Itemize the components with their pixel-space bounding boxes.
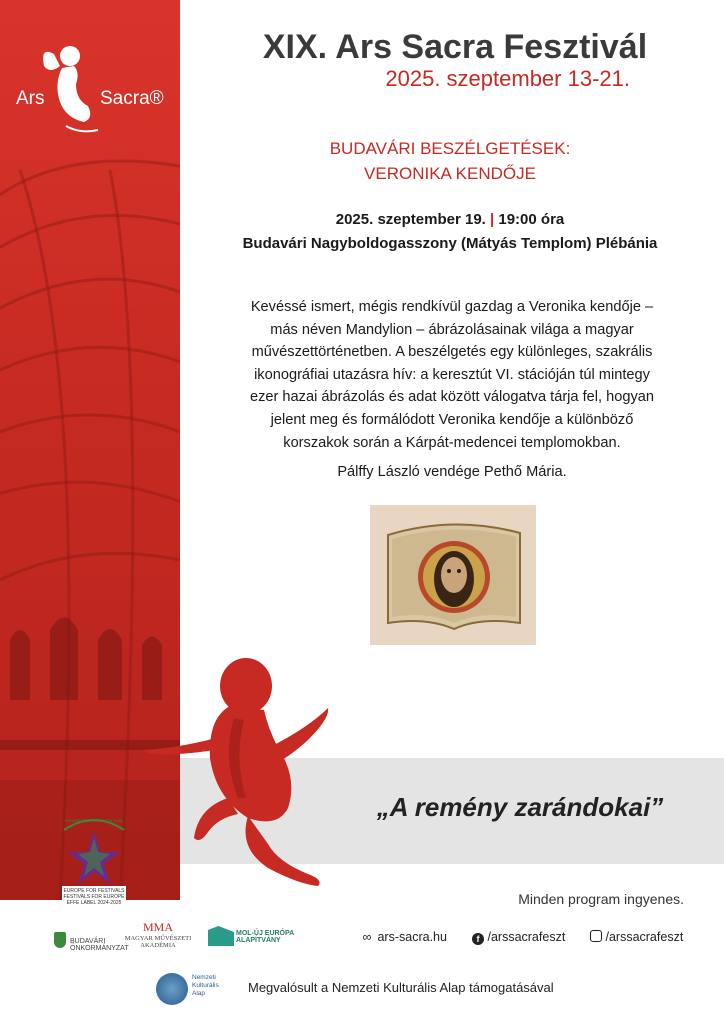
facebook-icon: f: [472, 933, 484, 945]
guest-line: Pálffy László vendége Pethő Mária.: [337, 464, 567, 480]
website-link[interactable]: [360, 930, 447, 944]
date-time-separator: |: [490, 211, 495, 228]
event-description: [196, 296, 708, 454]
funding-note: Megvalósult a Nemzeti Kulturális Alap támogatásával: [248, 980, 554, 995]
festival-title: XIX. Ars Sacra Fesztivál: [262, 28, 648, 66]
description-line: ikonográfiai utazásra hív: a keresztút VI. stációján túl mintegy: [254, 366, 650, 383]
instagram-link[interactable]: [590, 930, 683, 944]
nka-line2: Kulturális: [192, 982, 219, 989]
event-title: [200, 136, 700, 186]
event-datetime-venue: [190, 208, 710, 256]
budavari-label: BUDAVÁRI ÖNKORMÁNYZAT: [70, 938, 129, 952]
mma-label: MAGYAR MŰVÉSZETI AKADÉMIA: [124, 935, 192, 949]
cherub-figure-image: [138, 648, 338, 898]
efa-line1: REMARKABLE ARTS FESTIVAL: [64, 818, 124, 823]
budavari-logo: [50, 932, 129, 952]
efa-line2: EUROPE FOR FESTIVALS: [63, 888, 125, 894]
instagram-text: /arssacrafeszt: [605, 930, 684, 944]
mma-mark: MMA: [142, 920, 173, 934]
ars-sacra-logo: [14, 44, 174, 136]
facebook-text: /arssacrafeszt: [487, 930, 566, 944]
description-line: ezer hazai ábrázolás és adat között válogatva tárja fel, hogyan: [249, 389, 654, 406]
efa-line4: EFFE LABEL 2024-2025: [66, 900, 122, 906]
logo-ars-text: Ars: [16, 88, 45, 109]
budavari-crest-icon: [54, 932, 66, 948]
effe-label-logo: [56, 812, 132, 908]
event-venue: Budavári Nagyboldogasszony (Mátyás Templom) Plébánia: [242, 235, 658, 252]
nka-line1: Nemzeti: [192, 974, 216, 981]
event-datetime: [190, 208, 710, 232]
description-line: korszakok során a Kárpát-medencei templomokban.: [283, 434, 621, 451]
cherub-logo-icon: [36, 44, 106, 136]
mma-logo: [122, 920, 194, 949]
event-date: 2025. szeptember 19.: [335, 211, 486, 228]
festival-dates: 2025. szeptember 13-21.: [385, 66, 630, 91]
description-line: Kevéssé ismert, mégis rendkívül gazdag a Veronika kendője –: [250, 299, 654, 315]
description-line: más néven Mandylion – ábrázolásainak világa a magyar: [270, 321, 634, 338]
veronica-veil-image: [370, 505, 536, 645]
mol-label: MOL-ÚJ EURÓPA ALAPÍTVÁNY: [236, 930, 294, 944]
mol-mark-icon: [208, 926, 234, 946]
event-time: 19:00 óra: [498, 211, 565, 228]
event-title-line1: BUDAVÁRI BESZÉLGETÉSEK:: [329, 139, 571, 158]
website-text: ars-sacra.hu: [377, 930, 447, 944]
free-admission-note: Minden program ingyenes.: [518, 891, 684, 907]
logo-sacra-text: Sacra®: [100, 88, 164, 109]
description-line: művészettörténetben. A beszélgetés egy különleges, szakrális: [251, 344, 653, 361]
nka-logo-icon: [156, 973, 188, 1005]
event-title-line2: VERONIKA KENDŐJE: [364, 164, 536, 183]
instagram-icon: [590, 930, 602, 942]
link-icon: ∞: [362, 930, 372, 944]
efa-line3: FESTIVALS FOR EUROPE: [63, 894, 125, 900]
nka-label: [192, 974, 219, 998]
description-line: jelent meg és formálódott Veronika kendője a különböző: [270, 411, 634, 428]
festival-motto: „A remény zarándokai”: [376, 792, 664, 822]
nka-line3: Alap: [192, 990, 206, 997]
facebook-link[interactable]: [472, 930, 565, 945]
